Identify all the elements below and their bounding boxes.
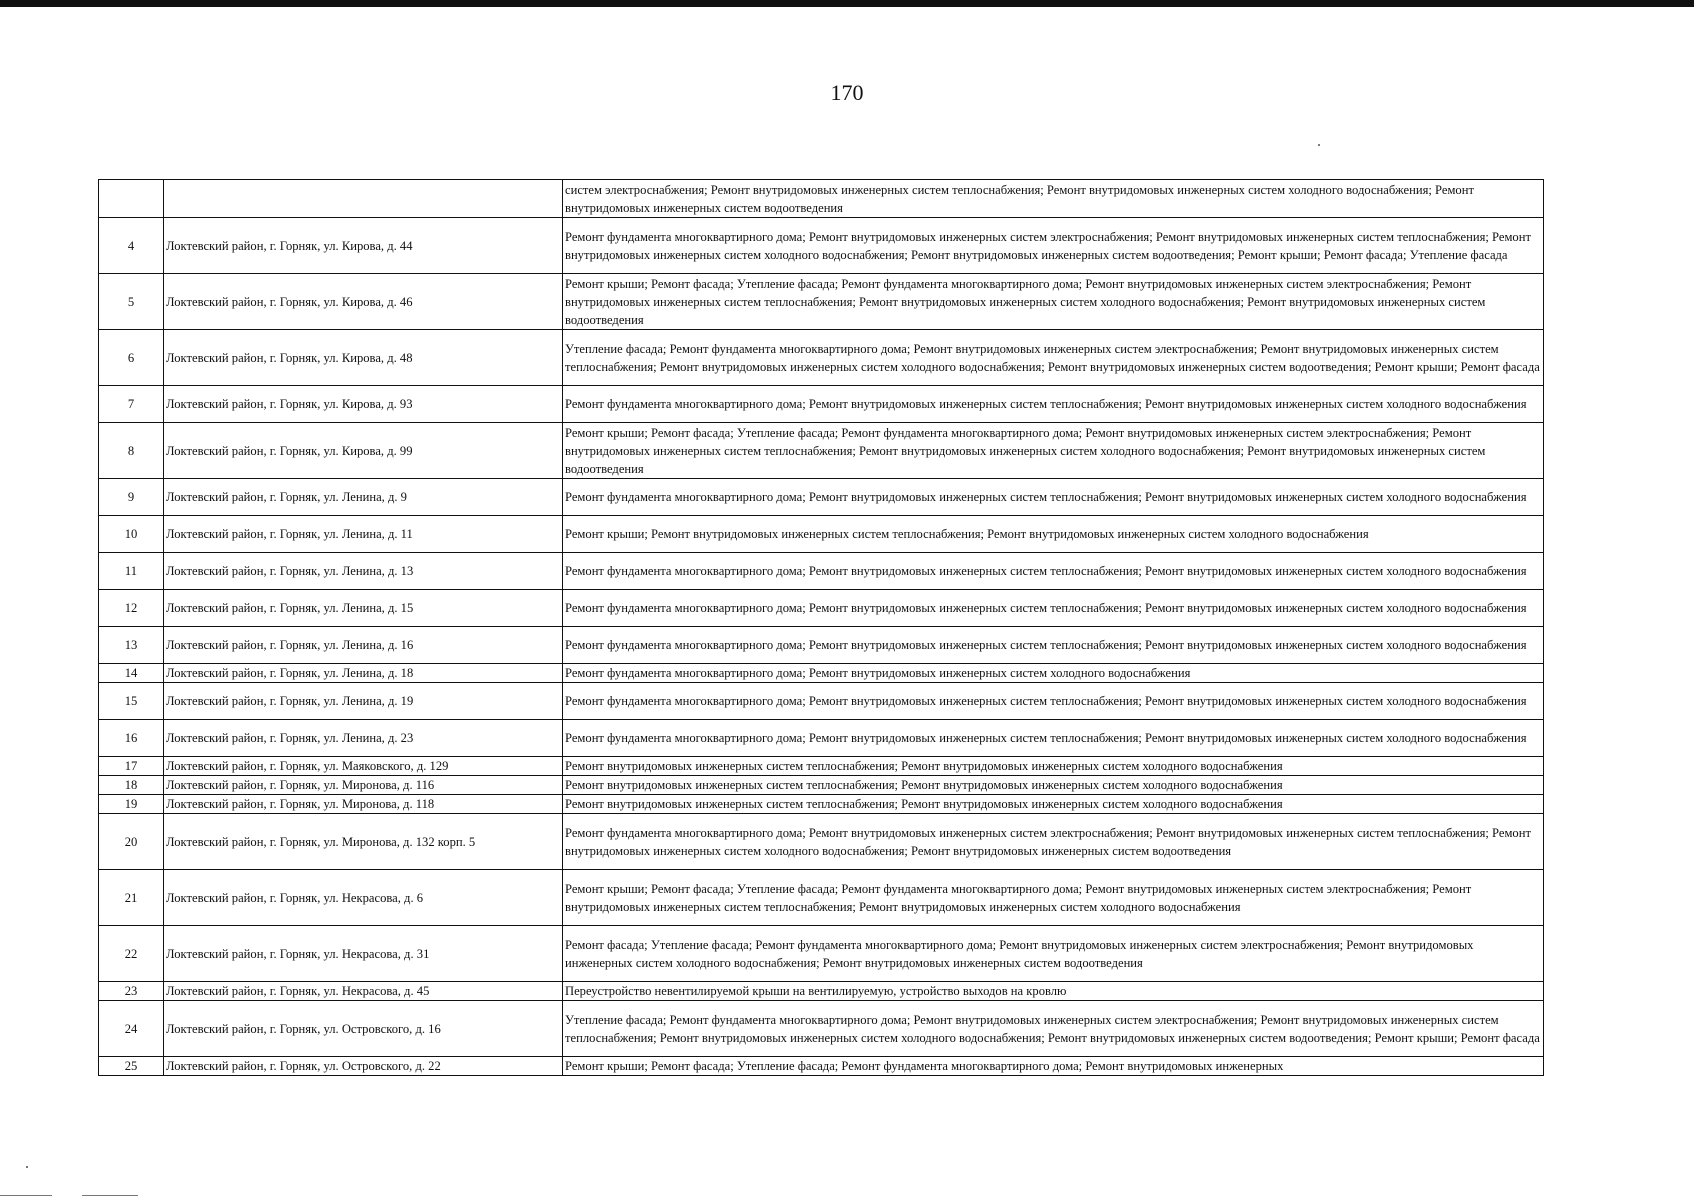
row-address: Локтевский район, г. Горняк, ул. Кирова, д. 93 <box>164 386 563 423</box>
row-works: Утепление фасада; Ремонт фундамента многоквартирного дома; Ремонт внутридомовых инженерных систем электроснабжения; Ремонт внутридомовых инженерных систем теплоснабжения; Ремонт внутридомовых инженерных систем холодного водоснабжения; Ремонт внутридомовых инженерных систем водоотведения; Ремонт крыши; Ремонт фасада <box>563 1001 1544 1057</box>
row-address: Локтевский район, г. Горняк, ул. Кирова, д. 44 <box>164 218 563 274</box>
row-number: 19 <box>99 795 164 814</box>
table-row <box>99 757 1544 776</box>
row-works: Ремонт крыши; Ремонт фасада; Утепление фасада; Ремонт фундамента многоквартирного дома; Ремонт внутридомовых инженерных систем электроснабжения; Ремонт внутридомовых инженерных систем теплоснабжения; Ремонт внутридомовых инженерных систем холодного водоснабжения; Ремонт внутридомовых инженерных систем водоотведения <box>563 423 1544 479</box>
row-works: Ремонт фундамента многоквартирного дома; Ремонт внутридомовых инженерных систем теплоснабжения; Ремонт внутридомовых инженерных систем холодного водоснабжения <box>563 386 1544 423</box>
row-works: Ремонт фундамента многоквартирного дома; Ремонт внутридомовых инженерных систем электроснабжения; Ремонт внутридомовых инженерных систем теплоснабжения; Ремонт внутридомовых инженерных систем холодного водоснабжения; Ремонт внутридомовых инженерных систем водоотведения; Ремонт крыши; Ремонт фасада; Утепление фасада <box>563 218 1544 274</box>
row-number: 25 <box>99 1057 164 1076</box>
repair-works-table <box>98 179 1544 1076</box>
row-number: 7 <box>99 386 164 423</box>
footer-scan-line <box>0 1195 52 1196</box>
table-row <box>99 814 1544 870</box>
row-number: 23 <box>99 982 164 1001</box>
row-number: 16 <box>99 720 164 757</box>
table-row <box>99 180 1544 218</box>
row-number: 12 <box>99 590 164 627</box>
table-row <box>99 1057 1544 1076</box>
row-address: Локтевский район, г. Горняк, ул. Маяковского, д. 129 <box>164 757 563 776</box>
row-number: 18 <box>99 776 164 795</box>
row-number: 17 <box>99 757 164 776</box>
row-address: Локтевский район, г. Горняк, ул. Ленина, д. 19 <box>164 683 563 720</box>
top-border-rule <box>0 0 1694 7</box>
row-works: Утепление фасада; Ремонт фундамента многоквартирного дома; Ремонт внутридомовых инженерных систем электроснабжения; Ремонт внутридомовых инженерных систем теплоснабжения; Ремонт внутридомовых инженерных систем холодного водоснабжения; Ремонт внутридомовых инженерных систем водоотведения; Ремонт крыши; Ремонт фасада <box>563 330 1544 386</box>
row-address: Локтевский район, г. Горняк, ул. Миронова, д. 132 корп. 5 <box>164 814 563 870</box>
row-number <box>99 180 164 218</box>
table-row <box>99 926 1544 982</box>
row-address: Локтевский район, г. Горняк, ул. Некрасова, д. 45 <box>164 982 563 1001</box>
row-address: Локтевский район, г. Горняк, ул. Ленина, д. 18 <box>164 664 563 683</box>
row-address: Локтевский район, г. Горняк, ул. Кирова, д. 46 <box>164 274 563 330</box>
row-number: 6 <box>99 330 164 386</box>
row-number: 20 <box>99 814 164 870</box>
table-body <box>99 180 1544 1076</box>
row-works: Ремонт внутридомовых инженерных систем теплоснабжения; Ремонт внутридомовых инженерных систем холодного водоснабжения <box>563 776 1544 795</box>
row-number: 9 <box>99 479 164 516</box>
row-address: Локтевский район, г. Горняк, ул. Миронова, д. 116 <box>164 776 563 795</box>
scan-speck <box>26 1166 28 1168</box>
row-address: Локтевский район, г. Горняк, ул. Ленина, д. 9 <box>164 479 563 516</box>
row-address: Локтевский район, г. Горняк, ул. Ленина, д. 11 <box>164 516 563 553</box>
page-number: 170 <box>830 80 864 105</box>
table-row <box>99 627 1544 664</box>
table-row <box>99 1001 1544 1057</box>
row-works: Переустройство невентилируемой крыши на вентилируемую, устройство выходов на кровлю <box>563 982 1544 1001</box>
row-address: Локтевский район, г. Горняк, ул. Некрасова, д. 31 <box>164 926 563 982</box>
row-number: 5 <box>99 274 164 330</box>
footer-scan-marks <box>0 1195 140 1196</box>
row-works: Ремонт фундамента многоквартирного дома; Ремонт внутридомовых инженерных систем электроснабжения; Ремонт внутридомовых инженерных систем теплоснабжения; Ремонт внутридомовых инженерных систем холодного водоснабжения; Ремонт внутридомовых инженерных систем водоотведения <box>563 814 1544 870</box>
row-number: 13 <box>99 627 164 664</box>
row-works: Ремонт фундамента многоквартирного дома; Ремонт внутридомовых инженерных систем теплоснабжения; Ремонт внутридомовых инженерных систем холодного водоснабжения <box>563 720 1544 757</box>
footer-scan-line <box>82 1195 138 1196</box>
table-row <box>99 664 1544 683</box>
row-works: Ремонт фундамента многоквартирного дома; Ремонт внутридомовых инженерных систем теплоснабжения; Ремонт внутридомовых инженерных систем холодного водоснабжения <box>563 553 1544 590</box>
table-row <box>99 423 1544 479</box>
row-number: 24 <box>99 1001 164 1057</box>
row-works: Ремонт внутридомовых инженерных систем теплоснабжения; Ремонт внутридомовых инженерных систем холодного водоснабжения <box>563 757 1544 776</box>
table-row <box>99 553 1544 590</box>
row-works: Ремонт фундамента многоквартирного дома; Ремонт внутридомовых инженерных систем теплоснабжения; Ремонт внутридомовых инженерных систем холодного водоснабжения <box>563 683 1544 720</box>
table-row <box>99 516 1544 553</box>
row-address: Локтевский район, г. Горняк, ул. Ленина, д. 23 <box>164 720 563 757</box>
row-works: Ремонт фундамента многоквартирного дома; Ремонт внутридомовых инженерных систем теплоснабжения; Ремонт внутридомовых инженерных систем холодного водоснабжения <box>563 479 1544 516</box>
row-number: 15 <box>99 683 164 720</box>
table-row <box>99 776 1544 795</box>
row-number: 4 <box>99 218 164 274</box>
row-address: Локтевский район, г. Горняк, ул. Островского, д. 22 <box>164 1057 563 1076</box>
table-row <box>99 330 1544 386</box>
scan-speck <box>1318 144 1320 146</box>
row-address: Локтевский район, г. Горняк, ул. Кирова, д. 48 <box>164 330 563 386</box>
row-address: Локтевский район, г. Горняк, ул. Ленина, д. 16 <box>164 627 563 664</box>
table-row <box>99 870 1544 926</box>
row-works: Ремонт внутридомовых инженерных систем теплоснабжения; Ремонт внутридомовых инженерных систем холодного водоснабжения <box>563 795 1544 814</box>
row-address: Локтевский район, г. Горняк, ул. Некрасова, д. 6 <box>164 870 563 926</box>
row-works: Ремонт фундамента многоквартирного дома; Ремонт внутридомовых инженерных систем холодного водоснабжения <box>563 664 1544 683</box>
row-works: Ремонт крыши; Ремонт фасада; Утепление фасада; Ремонт фундамента многоквартирного дома; Ремонт внутридомовых инженерных систем электроснабжения; Ремонт внутридомовых инженерных систем теплоснабжения; Ремонт внутридомовых инженерных систем холодного водоснабжения; Ремонт внутридомовых инженерных систем водоотведения <box>563 274 1544 330</box>
table-row <box>99 795 1544 814</box>
row-number: 11 <box>99 553 164 590</box>
row-works: систем электроснабжения; Ремонт внутридомовых инженерных систем теплоснабжения; Ремонт внутридомовых инженерных систем холодного водоснабжения; Ремонт внутридомовых инженерных систем водоотведения <box>563 180 1544 218</box>
row-address <box>164 180 563 218</box>
table-row <box>99 982 1544 1001</box>
table-row <box>99 590 1544 627</box>
table-row <box>99 683 1544 720</box>
row-address: Локтевский район, г. Горняк, ул. Миронова, д. 118 <box>164 795 563 814</box>
row-works: Ремонт крыши; Ремонт фасада; Утепление фасада; Ремонт фундамента многоквартирного дома; Ремонт внутридомовых инженерных систем электроснабжения; Ремонт внутридомовых инженерных систем теплоснабжения; Ремонт внутридомовых инженерных систем холодного водоснабжения <box>563 870 1544 926</box>
table-row <box>99 720 1544 757</box>
row-number: 21 <box>99 870 164 926</box>
row-works: Ремонт крыши; Ремонт фасада; Утепление фасада; Ремонт фундамента многоквартирного дома; Ремонт внутридомовых инженерных <box>563 1057 1544 1076</box>
table-row <box>99 218 1544 274</box>
row-number: 10 <box>99 516 164 553</box>
row-address: Локтевский район, г. Горняк, ул. Островского, д. 16 <box>164 1001 563 1057</box>
row-address: Локтевский район, г. Горняк, ул. Ленина, д. 13 <box>164 553 563 590</box>
row-address: Локтевский район, г. Горняк, ул. Кирова, д. 99 <box>164 423 563 479</box>
row-works: Ремонт крыши; Ремонт внутридомовых инженерных систем теплоснабжения; Ремонт внутридомовых инженерных систем холодного водоснабжения <box>563 516 1544 553</box>
row-number: 14 <box>99 664 164 683</box>
row-works: Ремонт фасада; Утепление фасада; Ремонт фундамента многоквартирного дома; Ремонт внутридомовых инженерных систем электроснабжения; Ремонт внутридомовых инженерных систем холодного водоснабжения; Ремонт внутридомовых инженерных систем водоотведения <box>563 926 1544 982</box>
table-row <box>99 479 1544 516</box>
table-row <box>99 274 1544 330</box>
row-address: Локтевский район, г. Горняк, ул. Ленина, д. 15 <box>164 590 563 627</box>
row-works: Ремонт фундамента многоквартирного дома; Ремонт внутридомовых инженерных систем теплоснабжения; Ремонт внутридомовых инженерных систем холодного водоснабжения <box>563 590 1544 627</box>
row-number: 22 <box>99 926 164 982</box>
row-works: Ремонт фундамента многоквартирного дома; Ремонт внутридомовых инженерных систем теплоснабжения; Ремонт внутридомовых инженерных систем холодного водоснабжения <box>563 627 1544 664</box>
table-row <box>99 386 1544 423</box>
row-number: 8 <box>99 423 164 479</box>
